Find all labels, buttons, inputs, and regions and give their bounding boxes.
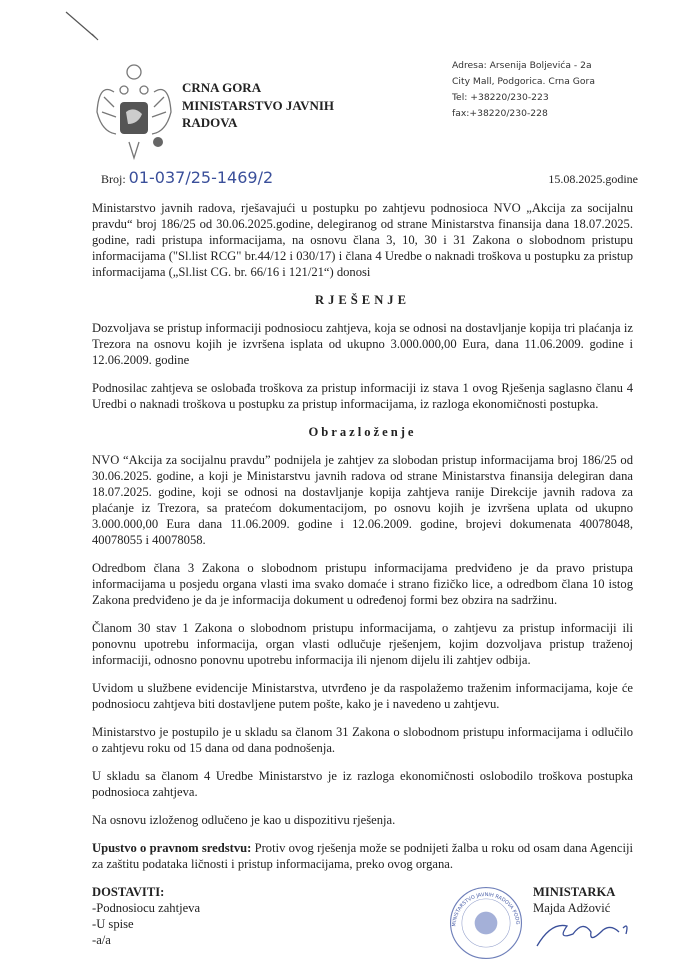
obrazlozenje-paragraph: Na osnovu izloženog odlučeno je kao u dispozitivu rješenja. (92, 813, 396, 827)
delivery-item: -a/a (92, 933, 111, 947)
delivery-heading: DOSTAVITI: (92, 885, 165, 899)
address-block (452, 58, 595, 122)
document-date: 15.08.2025.godine (548, 172, 638, 186)
obrazlozenje-paragraph: Ministarstvo je postupilo je u skladu sa članom 31 Zakona o slobodnom pristupu informacijama i odlučilo o zahtjevu roku od 15 dana od dana podnošenja. (92, 725, 633, 755)
delivery-list (92, 884, 200, 948)
obrazlozenje-paragraph: U skladu sa članom 4 Uredbe Ministarstvo je iz razloga ekonomičnosti oslobodilo troškova postupka podnosioca zahtjeva. (92, 769, 633, 799)
intro-paragraph: Ministarstvo javnih radova, rješavajući u postupku po zahtjevu podnosioca NVO „Akcija za socijalnu pravdu“ broj 186/25 od 30.06.2025.godine, delegiranog od strane Ministarstva finansija dana 18.07.2025. godine, radi pristupa informacijama, na osnovu člana 3, 10, 30 i 31 Zakona o slobodnom pristupu informacijama ("Sl.list RCG" br.44/12 i 030/17) i člana 4 Uredbe o naknadi troškova u postupku za pristup informacijama („Sl.list CG. br. 66/16 i 121/21“) donosi (92, 201, 633, 279)
obrazlozenje-heading: Obrazloženje (308, 425, 417, 439)
coat-of-arms-logo (94, 62, 174, 162)
signatory-title: MINISTARKA (533, 885, 616, 899)
resenje-paragraph: Dozvoljava se pristup informaciji podnosiocu zahtjeva, koja se odnosi na dostavljanje kopija tri plaćanja iz Trezora na osnovu kojih je izvršena isplata od ukupno 3.000.000,00 Eura, dana 11.06.2009. godine i 12.06.2009. godine (92, 321, 633, 367)
address-line: fax:+38220/230-228 (452, 108, 548, 119)
address-line: Adresa: Arsenija Boljevića - 2a (452, 60, 592, 71)
resenje-paragraph: Podnosilac zahtjeva se oslobađa troškova za pristup informaciji iz stava 1 ovog Rješenja saglasno članu 4 Uredbi o naknadi troškova u postupku za pristup informacijama, iz razloga ekonomičnosti postupka. (92, 381, 633, 411)
address-line: City Mall, Podgorica. Crna Gora (452, 76, 595, 87)
resenje-heading: RJEŠENJE (315, 293, 410, 307)
official-stamp (447, 884, 525, 962)
obrazlozenje-paragraph: Odredbom člana 3 Zakona o slobodnom pristupu informacijama predviđeno je da pravo pristupa informacijama u posjedu organa vlasti ima svako domaće i strano fizičko lice, a odredbom člana 10 istog Zakona predviđeno je da je informacija dokument u određenoj formi bez obzira na sadržinu. (92, 561, 633, 607)
delivery-item: -U spise (92, 917, 134, 931)
broj-label: Broj: (101, 172, 126, 186)
org-line: CRNA GORA (182, 80, 262, 95)
handwritten-mark (62, 8, 102, 44)
organization-name (182, 79, 334, 132)
signature-block (533, 884, 633, 954)
document-body (92, 200, 633, 962)
legal-remedy-label: Upustvo o pravnom sredstvu: (92, 841, 252, 855)
obrazlozenje-paragraph: Članom 30 stav 1 Zakona o slobodnom pristupu informacijama, o zahtjevu za pristup informaciji ili ponovnu upotrebu informacija, organ vlasti odlučuje rješenjem, kojim dozvoljava pristup traženoj informaciji, odnosno ponovnu upotrebu informacija ili njenom dijelu ili zahtjev odbija. (92, 621, 633, 667)
closing-row (92, 884, 633, 962)
org-line: RADOVA (182, 115, 238, 130)
broj-handwritten-value: 01-037/25-1469/2 (128, 168, 274, 187)
legal-remedy-text: Protiv ovog rješenja može se podnijeti žalba u roku od osam dana Agenciji za zaštitu podataka ličnosti i pristup informacijama, preko ovog organa. (92, 841, 633, 871)
signatory-name: Majda Adžović (533, 901, 611, 915)
handwritten-signature (533, 916, 633, 950)
signature-area (447, 884, 633, 962)
obrazlozenje-paragraph: Uvidom u službene evidencije Ministarstva, utvrđeno je da raspolažemo traženim informacijama, koje će podnosiocu zahtjeva biti dostavljene putem pošte, kako je i navedeno u zahtjevu. (92, 681, 633, 711)
legal-remedy-paragraph (92, 840, 633, 872)
org-line: MINISTARSTVO JAVNIH (182, 97, 335, 113)
stamp-text: MINISTARSTVO JAVNIH RADOVA PODG (451, 892, 521, 927)
reference-number (101, 168, 273, 187)
obrazlozenje-paragraph: NVO “Akcija za socijalnu pravdu” podnijela je zahtjev za slobodan pristup informacijama broj 186/25 od 30.06.2025. godine, a koji je Ministarstvu javnih radova od strane Ministarstva finansija delegiran dana 18.07.2025. godine, koji se odnosi na dostavljanje kopija zahtjeva ranije Direkcije javnih radova za plaćanje iz Trezora, sa pratećom dokumentacijom, po osnovu kojih je izvršena uplata od ukupno 3.000.000,00 Eura dana 11.06.2009. godine i 12.06.2009. godine, brojevi dokumenata 40078048, 40078055 i 40078058. (92, 453, 633, 547)
address-line: Tel: +38220/230-223 (452, 92, 549, 103)
delivery-item: -Podnosiocu zahtjeva (92, 901, 201, 915)
